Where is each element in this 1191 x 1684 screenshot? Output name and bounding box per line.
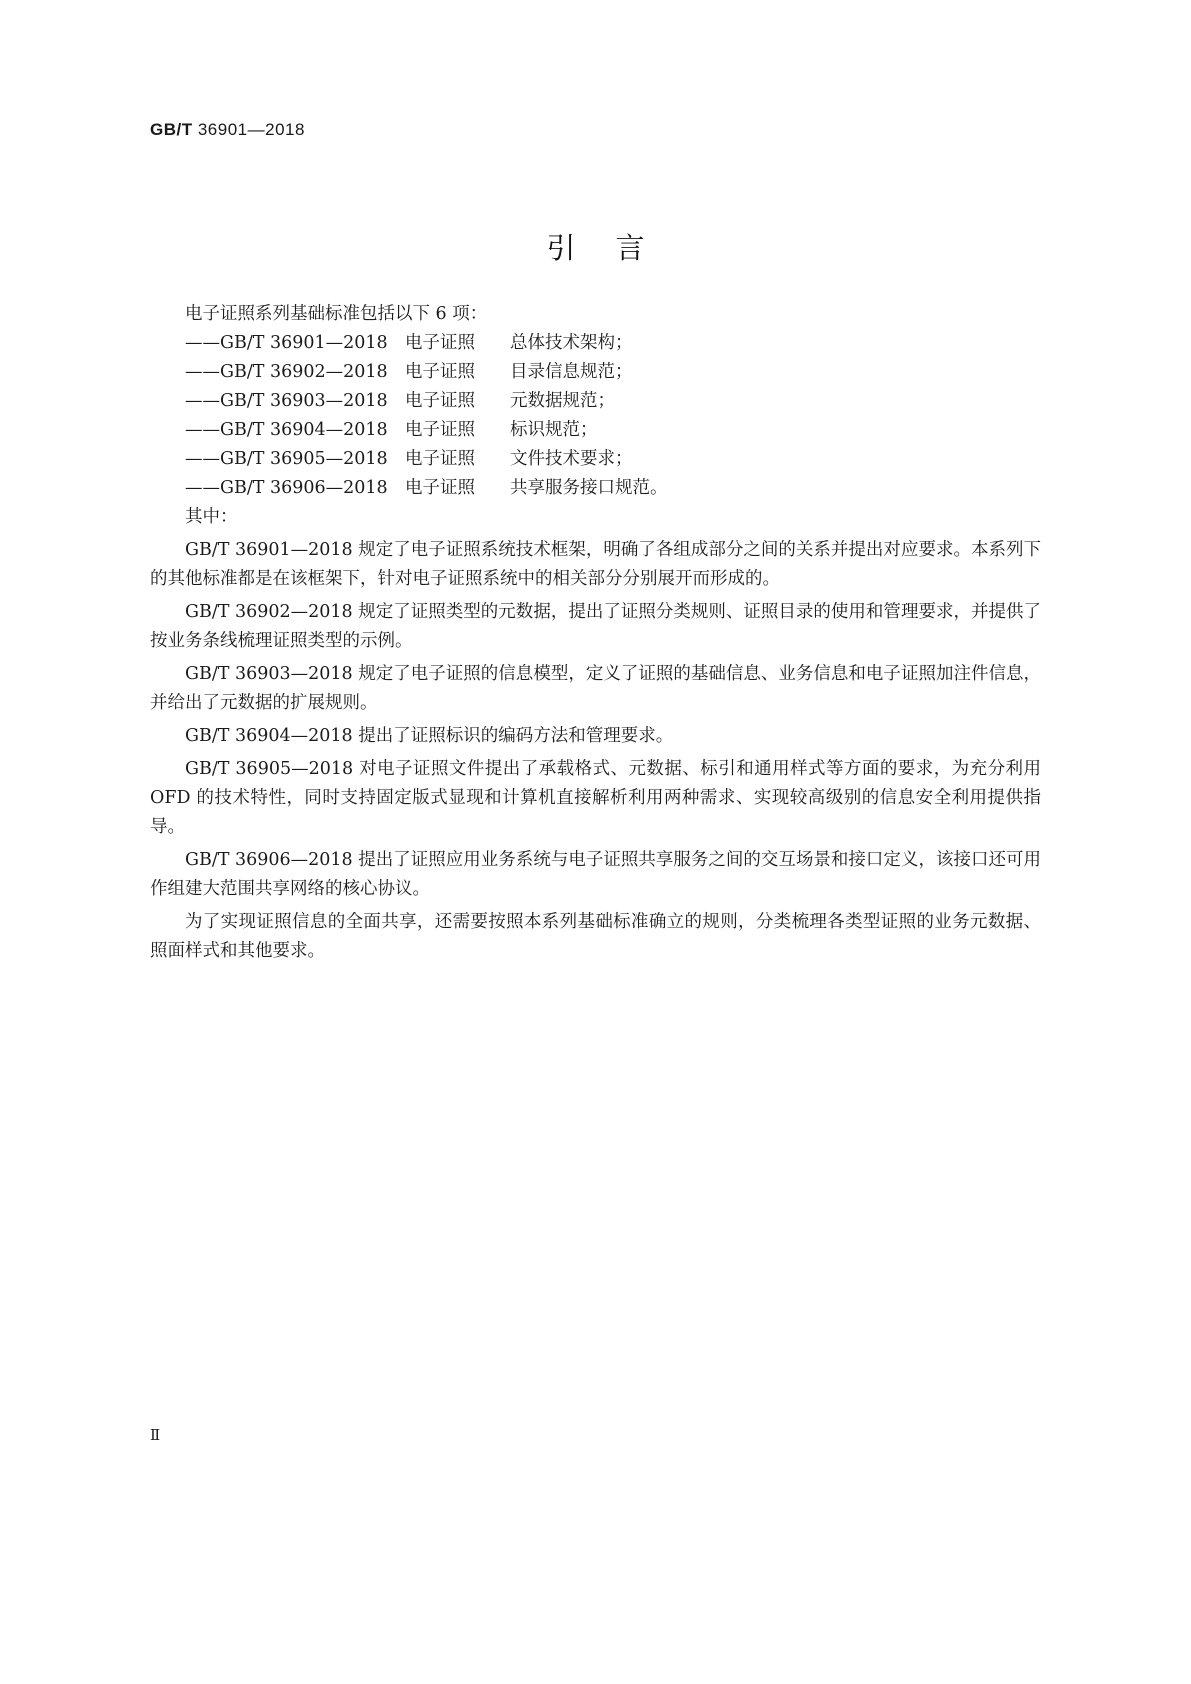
standard-name: 共享服务接口规范。	[510, 478, 668, 498]
standard-name: 文件技术要求；	[510, 449, 633, 469]
standard-prefix: GB/T	[150, 120, 193, 139]
page-title: 引言	[546, 231, 685, 265]
standard-name: 标识规范；	[510, 420, 598, 440]
paragraph-conclusion: 为了实现证照信息的全面共享，还需要按照本系列基础标准确立的规则，分类梳理各类型证照的业务元数据、照面样式和其他要求。	[150, 912, 1041, 961]
standard-series: 电子证照	[405, 478, 475, 498]
standard-series: 电子证照	[405, 391, 475, 411]
paragraph-36902: GB/T 36902—2018 规定了证照类型的元数据，提出了证照分类规则、证照目录的使用和管理要求，并提供了按业务条线梳理证照类型的示例。	[150, 602, 1041, 651]
list-item	[150, 329, 1041, 358]
paragraph-36905: GB/T 36905—2018 对电子证照文件提出了承载格式、元数据、标引和通用样式等方面的要求，为充分利用 OFD 的技术特性，同时支持固定版式显现和计算机直接解析利用两种需求、实现较高级别的信息安全利用提供指导。	[150, 759, 1041, 837]
list-item	[150, 416, 1041, 445]
intro-line: 电子证照系列基础标准包括以下 6 项：	[185, 304, 488, 324]
standard-code: ——GB/T 36906—2018	[185, 478, 388, 498]
paragraph-36901: GB/T 36901—2018 规定了电子证照系统技术框架，明确了各组成部分之间的关系并提出对应要求。本系列下的其他标准都是在该框架下，针对电子证照系统中的相关部分分别展开而形成的。	[150, 540, 1041, 589]
standard-code: ——GB/T 36903—2018	[185, 391, 388, 411]
list-item	[150, 387, 1041, 416]
standard-series: 电子证照	[405, 362, 475, 382]
page-number: Ⅱ	[150, 1426, 161, 1444]
list-item	[150, 474, 1041, 503]
paragraph-36906: GB/T 36906—2018 提出了证照应用业务系统与电子证照共享服务之间的交互场景和接口定义，该接口还可用作组建大范围共享网络的核心协议。	[150, 850, 1041, 899]
standard-code: ——GB/T 36905—2018	[185, 449, 388, 469]
paragraph-36904: GB/T 36904—2018 提出了证照标识的编码方法和管理要求。	[185, 726, 674, 746]
body-text	[150, 300, 1041, 966]
standard-code: ——GB/T 36902—2018	[185, 362, 388, 382]
standard-series: 电子证照	[405, 449, 475, 469]
standard-number: 36901—2018	[197, 120, 305, 139]
among-label: 其中：	[185, 507, 238, 527]
standard-name: 元数据规范；	[510, 391, 615, 411]
standard-name: 总体技术架构；	[510, 333, 633, 353]
standards-list	[150, 329, 1041, 503]
paragraph-36903: GB/T 36903—2018 规定了电子证照的信息模型，定义了证照的基础信息、业务信息和电子证照加注件信息，并给出了元数据的扩展规则。	[150, 664, 1041, 713]
standard-code: ——GB/T 36904—2018	[185, 420, 388, 440]
document-header	[150, 120, 305, 140]
standard-name: 目录信息规范；	[510, 362, 633, 382]
standard-code: ——GB/T 36901—2018	[185, 333, 388, 353]
list-item	[150, 358, 1041, 387]
standard-series: 电子证照	[405, 420, 475, 440]
standard-series: 电子证照	[405, 333, 475, 353]
list-item	[150, 445, 1041, 474]
